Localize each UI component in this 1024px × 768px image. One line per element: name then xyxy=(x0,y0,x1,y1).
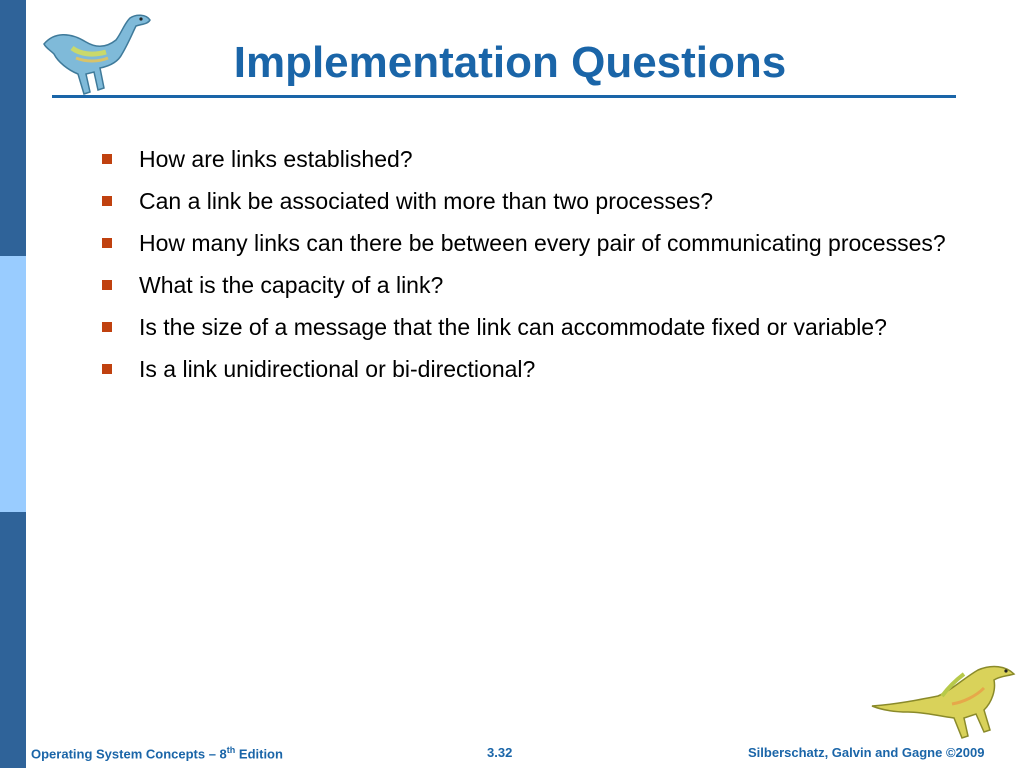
list-item xyxy=(102,187,992,216)
sidebar-segment-top xyxy=(0,0,26,256)
footer-book-prefix: Operating System Concepts – 8 xyxy=(31,746,227,762)
slide-title: Implementation Questions xyxy=(233,38,787,87)
bullet-text: How many links can there be between every pair of communicating processes? xyxy=(139,230,946,256)
footer-book-superscript: th xyxy=(226,745,236,755)
title-underline xyxy=(52,95,956,98)
square-bullet-icon xyxy=(102,364,112,374)
footer-book-suffix: Edition xyxy=(235,746,283,762)
square-bullet-icon xyxy=(102,238,112,248)
bullet-text: Can a link be associated with more than two processes? xyxy=(139,188,714,214)
dinosaur-icon xyxy=(868,660,1018,740)
list-item xyxy=(102,229,992,258)
footer-book-title xyxy=(31,745,283,761)
list-item xyxy=(102,313,992,342)
sidebar-segment-bottom xyxy=(0,512,26,768)
bullet-text: Is the size of a message that the link can accommodate fixed or variable? xyxy=(139,314,887,340)
sidebar-segment-middle xyxy=(0,256,26,512)
list-item xyxy=(102,355,992,384)
list-item xyxy=(102,145,992,174)
footer-copyright: Silberschatz, Galvin and Gagne ©2009 xyxy=(748,745,985,760)
bullet-text: Is a link unidirectional or bi-directional? xyxy=(139,356,536,382)
bullet-text: What is the capacity of a link? xyxy=(139,272,444,298)
square-bullet-icon xyxy=(102,322,112,332)
list-item xyxy=(102,271,992,300)
square-bullet-icon xyxy=(102,154,112,164)
square-bullet-icon xyxy=(102,280,112,290)
bullet-text: How are links established? xyxy=(139,146,413,172)
square-bullet-icon xyxy=(102,196,112,206)
dinosaur-icon xyxy=(36,8,158,96)
sidebar-stripe xyxy=(0,0,26,768)
bullet-list xyxy=(102,145,992,397)
page-number: 3.32 xyxy=(487,745,513,760)
